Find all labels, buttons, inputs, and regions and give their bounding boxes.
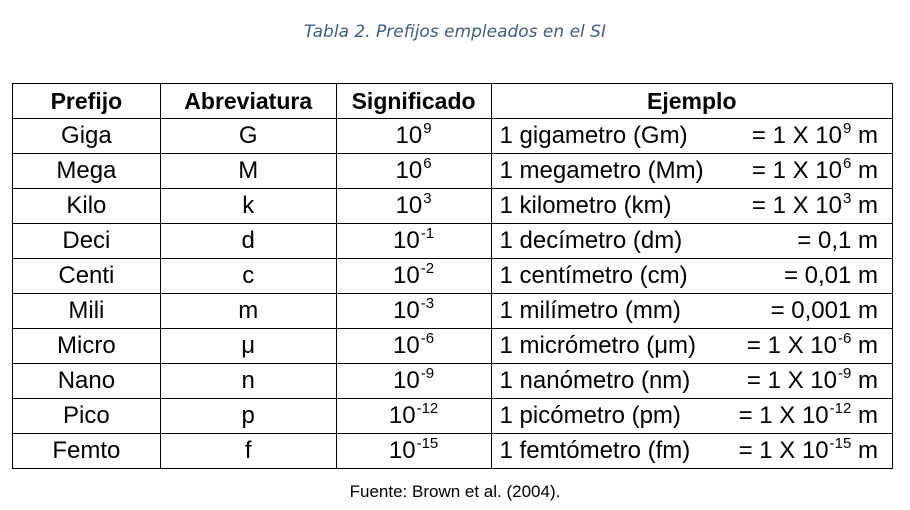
power-exponent: -6 [420,330,435,347]
power-base: 10 [393,332,420,359]
cell-abbreviation: d [160,224,336,259]
cell-meaning [336,364,491,399]
example-value-exponent: 6 [842,155,852,172]
table-row [13,364,893,399]
example-value-exponent: 3 [842,190,852,207]
example-name: 1 nanómetro (nm) [499,367,691,394]
cell-prefix: Nano [13,364,161,399]
example-value-text: = 1 X 10 [746,332,837,359]
example-value-text: = 0,01 m [783,262,878,289]
example-value-exponent: -12 [829,400,852,417]
example-value-text: = 1 X 10 [746,367,837,394]
example-value [752,119,878,153]
table-row [13,189,893,224]
example-name: 1 decímetro (dm) [499,227,683,254]
example-name: 1 centímetro (cm) [499,262,688,289]
example-value-text: = 1 X 10 [751,192,842,219]
cell-abbreviation: c [160,259,336,294]
cell-meaning [336,434,491,469]
power-exponent: 9 [423,120,432,137]
power-exponent: -2 [420,260,435,277]
example-name: 1 gigametro (Gm) [499,122,688,149]
example-value-unit: m [858,402,878,429]
cell-example [491,189,892,224]
example-value-text: = 1 X 10 [751,122,842,149]
table-row [13,294,893,329]
cell-example [491,364,892,399]
table-row [13,399,893,434]
cell-prefix: Centi [13,259,161,294]
cell-meaning [336,399,491,434]
example-name: 1 micrómetro (μm) [499,332,697,359]
table-row [13,259,893,294]
cell-prefix: Mili [13,294,161,329]
power-base: 10 [393,227,420,254]
example-value-unit: m [858,157,878,184]
cell-meaning [336,259,491,294]
cell-meaning [336,119,491,154]
cell-prefix: Kilo [13,189,161,224]
cell-meaning [336,189,491,224]
example-value [747,329,878,363]
cell-example [491,259,892,294]
cell-example [491,434,892,469]
example-value-unit: m [858,192,878,219]
cell-example [491,329,892,364]
table-header-row [13,84,893,119]
power-exponent: -3 [420,295,435,312]
cell-prefix: Pico [13,399,161,434]
cell-abbreviation: p [160,399,336,434]
example-value-exponent: 9 [842,120,852,137]
power-base: 10 [393,262,420,289]
table-source: Fuente: Brown et al. (2004). [349,482,561,501]
example-name: 1 kilometro (km) [499,192,672,219]
example-value [739,399,878,433]
header-example: Ejemplo [491,84,892,119]
example-value [747,364,878,398]
cell-prefix: Giga [13,119,161,154]
cell-prefix: Micro [13,329,161,364]
power-base: 10 [395,157,423,184]
cell-abbreviation: k [160,189,336,224]
example-value-exponent: -15 [829,435,852,452]
example-value-text: = 0,1 m [797,227,878,254]
header-meaning: Significado [336,84,491,119]
example-value-unit: m [858,332,878,359]
power-exponent: -15 [416,435,439,452]
example-name: 1 picómetro (pm) [499,402,681,429]
cell-meaning [336,329,491,364]
cell-meaning [336,294,491,329]
table-row [13,154,893,189]
si-prefix-table [12,83,893,469]
cell-abbreviation: n [160,364,336,399]
example-name: 1 milímetro (mm) [499,297,681,324]
power-base: 10 [393,367,420,394]
cell-meaning [336,224,491,259]
example-value-unit: m [858,122,878,149]
table-row [13,119,893,154]
cell-abbreviation: G [160,119,336,154]
example-value [752,154,878,188]
example-value-text: = 1 X 10 [738,437,829,464]
example-value [752,189,878,223]
power-exponent: -12 [416,400,439,417]
cell-abbreviation: m [160,294,336,329]
power-exponent: -9 [420,365,435,382]
cell-prefix: Deci [13,224,161,259]
cell-prefix: Mega [13,154,161,189]
example-value-text: = 1 X 10 [738,402,829,429]
power-base: 10 [395,192,423,219]
example-value [784,259,878,293]
table-body [13,119,893,469]
cell-example [491,399,892,434]
header-prefix: Prefijo [13,84,161,119]
cell-example [491,119,892,154]
example-value-text: = 1 X 10 [751,157,842,184]
example-value-exponent: -9 [837,365,852,382]
cell-meaning [336,154,491,189]
power-base: 10 [395,122,423,149]
example-value-text: = 0,001 m [770,297,878,324]
table-row [13,434,893,469]
cell-example [491,224,892,259]
cell-prefix: Femto [13,434,161,469]
cell-example [491,294,892,329]
example-value-exponent: -6 [837,330,852,347]
power-base: 10 [393,297,420,324]
cell-example [491,154,892,189]
table-caption: Tabla 2. Prefijos empleados en el SI [304,22,606,42]
example-name: 1 megametro (Mm) [499,157,704,184]
power-base: 10 [388,437,416,464]
cell-abbreviation: μ [160,329,336,364]
power-exponent: 6 [423,155,432,172]
table-row [13,224,893,259]
example-value-unit: m [858,367,878,394]
table-row [13,329,893,364]
example-value [771,294,878,328]
power-base: 10 [388,402,416,429]
example-value [797,224,878,258]
example-value [739,434,878,468]
example-name: 1 femtómetro (fm) [499,437,691,464]
example-value-unit: m [858,437,878,464]
cell-abbreviation: M [160,154,336,189]
cell-abbreviation: f [160,434,336,469]
power-exponent: 3 [423,190,432,207]
header-abbreviation: Abreviatura [160,84,336,119]
power-exponent: -1 [420,225,435,242]
